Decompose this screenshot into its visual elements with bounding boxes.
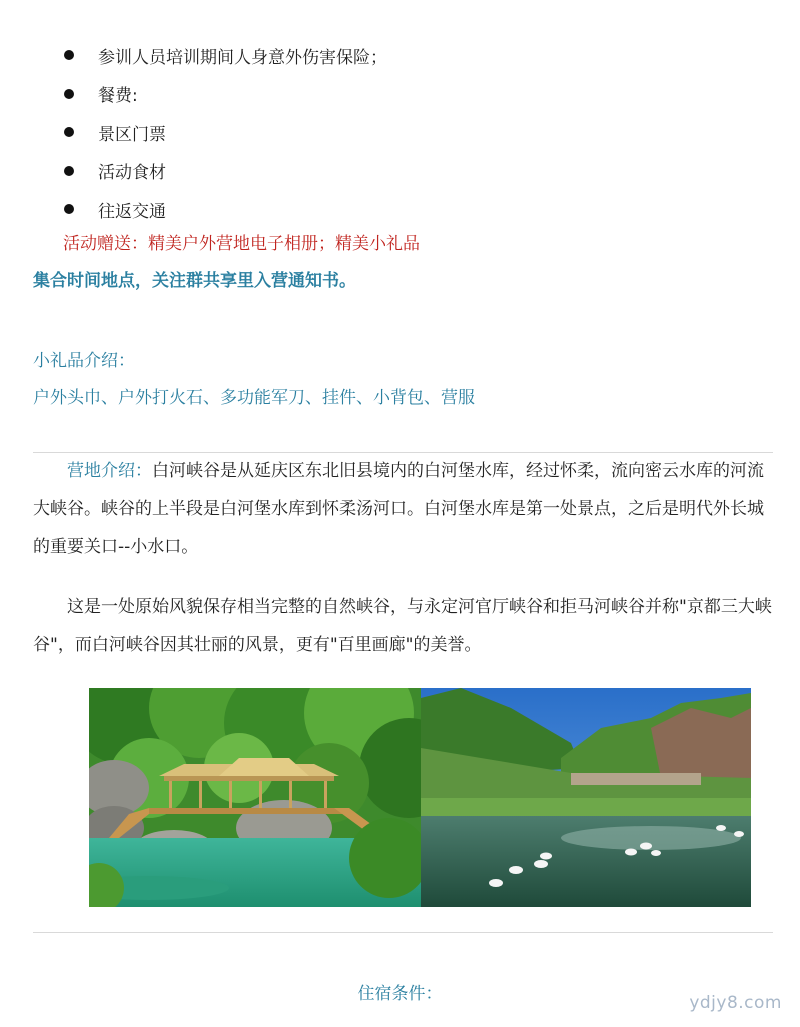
assembly-note: 集合时间地点，关注群共享里入营通知书。 bbox=[33, 271, 356, 291]
list-item: 活动食材 bbox=[60, 152, 387, 191]
list-item: 餐费: bbox=[60, 75, 387, 114]
list-item: 参训人员培训期间人身意外伤害保险； bbox=[60, 36, 387, 75]
canyon-intro-paragraph: 这是一处原始风貌保存相当完整的自然峡谷，与永定河官厅峡谷和拒马河峡谷并称"京都三大峡谷"，而白河峡谷因其壮丽的风景，更有"百里画廊"的美誉。 bbox=[33, 597, 772, 655]
bullet-icon bbox=[64, 50, 74, 60]
list-item: 景区门票 bbox=[60, 113, 387, 152]
bullet-icon bbox=[64, 89, 74, 99]
bullet-icon bbox=[64, 127, 74, 137]
bullet-icon bbox=[64, 166, 74, 176]
gift-note: 活动赠送：精美户外营地电子相册；精美小礼品 bbox=[63, 234, 420, 254]
accommodation-title: 住宿条件： bbox=[357, 984, 443, 1004]
list-item: 往返交通 bbox=[60, 190, 387, 229]
camp-intro-text: 白河峡谷是从延庆区东北旧县境内的白河堡水库，经过怀柔，流向密云水库的河流大峡谷。峡谷的上半段是白河堡水库到怀柔汤河口。白河堡水库是第一处景点，之后是明代外长城的重要关口--小水口。 bbox=[33, 461, 764, 557]
camp-intro-paragraph bbox=[33, 452, 773, 566]
camp-intro-label: 营地介绍： bbox=[67, 461, 152, 481]
small-gifts-items: 户外头巾、户外打火石、多功能军刀、挂件、小背包、营服 bbox=[33, 388, 475, 408]
river-geese-valley-photo bbox=[421, 688, 751, 907]
watermark: ydjy8.com bbox=[689, 993, 782, 1013]
bullet-icon bbox=[64, 204, 74, 214]
fee-includes-list bbox=[60, 36, 387, 229]
wooden-pavilion-canyon-photo bbox=[89, 688, 421, 907]
divider bbox=[33, 932, 773, 933]
small-gifts-title: 小礼品介绍： bbox=[33, 351, 135, 371]
